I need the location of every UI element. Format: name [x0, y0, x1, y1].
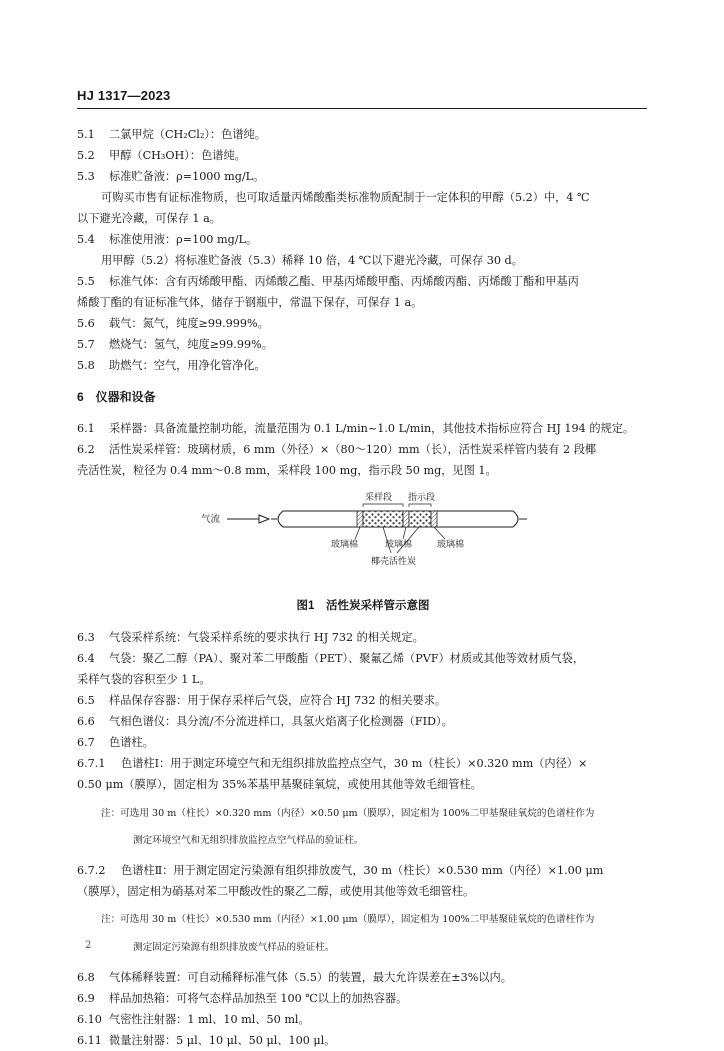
glass-wool-label-3: 玻璃棉: [437, 540, 465, 550]
clause-5-2: 5.2 甲醇（CH₃OH）：色谱纯。: [77, 149, 246, 162]
figure-1: [77, 489, 649, 593]
document-code-header: HJ 1317—2023: [77, 88, 171, 103]
airflow-arrow-head: [259, 515, 269, 523]
clause-6-6: 6.6 气相色谱仪：具分流/不分流进样口，具氢火焰离子化检测器（FID）。: [77, 715, 453, 728]
clause-5-4: 5.4 标准使用液：ρ=100 mg/L。: [77, 233, 258, 246]
clause-5-1: 5.1 二氯甲烷（CH₂Cl₂）：色谱纯。: [77, 128, 266, 141]
clause-6-8: 6.8 气体稀释装置：可自动稀释标准气体（5.5）的装置，最大允许误差在±3%以内。: [77, 970, 512, 984]
clause-6-2: 6.2 活性炭采样管：玻璃材质，6 mm（外径）×（80～120）mm（长），活性炭采样管内装有 2 段椰: [77, 443, 597, 456]
clause-6-10: 6.10 气密性注射器：1 ml、10 ml、50 ml。: [77, 1012, 310, 1026]
note-1-line1: 注：可选用 30 m（柱长）×0.320 mm（内径）×0.50 μm（膜厚），固定相为 100%二甲基聚硅氧烷的色谱柱作为: [101, 807, 595, 819]
clause-6-7-1-line2: 0.50 μm（膜厚），固定相为 35%苯基甲基聚硅氧烷，或使用其他等效毛细管柱。: [77, 778, 482, 791]
carbon-label: 椰壳活性炭: [371, 557, 417, 567]
indicator-bracket: [409, 504, 431, 507]
clause-5-3-para-line2: 以下避光冷藏，可保存 1 a。: [77, 212, 221, 225]
glass-wool-plug-1: [357, 511, 363, 527]
clause-5-3-para-line1: 可购买市售有证标准物质，也可取适量丙烯酸酯类标准物质配制于一定体积的甲醇（5.2）中，4 ℃: [101, 191, 590, 204]
glass-wool-plug-2: [403, 511, 409, 527]
page-body: [77, 124, 649, 1051]
header-rule: [77, 108, 647, 109]
airflow-label: 气流: [201, 514, 221, 525]
clause-5-3: 5.3 标准贮备液：ρ=1000 mg/L。: [77, 170, 265, 183]
clause-5-6: 5.6 载气：氮气，纯度≥99.999%。: [77, 317, 269, 330]
clause-6-9: 6.9 样品加热箱：可将气态样品加热至 100 ℃以上的加热容器。: [77, 991, 408, 1005]
note-1-line2: 测定环境空气和无组织排放监控点空气样品的验证柱。: [133, 835, 364, 847]
clause-5-5: 5.5 标准气体：含有丙烯酸甲酯、丙烯酸乙酯、甲基丙烯酸甲酯、丙烯酸丙酯、丙烯酸丁酯和甲基丙: [77, 275, 579, 288]
clause-6-7-1: 6.7.1 色谱柱Ⅰ：用于测定环境空气和无组织排放监控点空气，30 m（柱长）×0.320 mm（内径）×: [77, 757, 588, 770]
leader-wool-2: [403, 527, 406, 539]
section-6-heading: 6 仪器和设备: [77, 390, 156, 404]
glass-wool-label-1: 玻璃棉: [331, 540, 359, 550]
clause-6-4: 6.4 气袋：聚乙二醇（PA）、聚对苯二甲酸酯（PET）、聚氟乙烯（PVF）材质或其他等效材质气袋，: [77, 652, 585, 665]
clause-6-1: 6.1 采样器：具备流量控制功能，流量范围为 0.1 L/min~1.0 L/min，其他技术指标应符合 HJ 194 的规定。: [77, 422, 635, 435]
figure-1-caption: 图1 活性炭采样管示意图: [296, 600, 430, 612]
indicator-section-label: 指示段: [408, 493, 436, 503]
clause-5-4-para: 用甲醇（5.2）将标准贮备液（5.3）稀释 10 倍，4 ℃以下避光冷藏，可保存 30 d。: [101, 254, 523, 267]
clause-6-7-2: 6.7.2 色谱柱Ⅱ：用于测定固定污染源有组织排放废气，30 m（柱长）×0.530 mm（内径）×1.00 μm: [77, 863, 604, 877]
clause-5-7: 5.7 燃烧气：氢气，纯度≥99.99%。: [77, 338, 273, 351]
clause-6-4-line2: 采样气袋的容积至少 1 L。: [77, 673, 211, 686]
clause-5-8: 5.8 助燃气：空气，用净化管净化。: [77, 359, 266, 372]
sampling-tube-diagram: [197, 489, 537, 593]
sampling-section: [363, 511, 403, 527]
clause-6-3: 6.3 气袋采样系统：气袋采样系统的要求执行 HJ 732 的相关规定。: [77, 631, 424, 644]
clause-6-7-2-line2: （膜厚），固定相为硝基对苯二甲酸改性的聚乙二醇，或使用其他等效毛细管柱。: [77, 884, 475, 898]
clause-6-11: 6.11 微量注射器：5 μl、10 μl、50 μl、100 μl。: [77, 1033, 336, 1047]
indicator-section: [409, 511, 431, 527]
glass-wool-plug-3: [431, 511, 437, 527]
glass-wool-label-2: 玻璃棉: [385, 540, 413, 550]
clause-6-5: 6.5 样品保存容器：用于保存采样后气袋，应符合 HJ 732 的相关要求。: [77, 694, 447, 707]
clause-5-5-line2: 烯酸丁酯的有证标准气体，储存于钢瓶中，常温下保存，可保存 1 a。: [77, 296, 423, 309]
sampling-section-label: 采样段: [365, 493, 393, 503]
note-2-line1: 注：可选用 30 m（柱长）×0.530 mm（内径）×1.00 μm（膜厚），固定相为 100%二甲基聚硅氧烷的色谱柱作为: [101, 914, 595, 926]
clause-6-7: 6.7 色谱柱。: [77, 736, 154, 749]
clause-6-2-line2: 壳活性炭，粒径为 0.4 mm～0.8 mm，采样段 100 mg，指示段 50 mg，见图 1。: [77, 464, 497, 477]
sampling-bracket: [363, 504, 403, 507]
leader-wool-1: [355, 527, 360, 539]
note-2-line2: 测定固定污染源有组织排放废气样品的验证柱。: [133, 941, 335, 953]
page-number: 2: [85, 940, 92, 951]
leader-wool-3: [434, 527, 445, 539]
